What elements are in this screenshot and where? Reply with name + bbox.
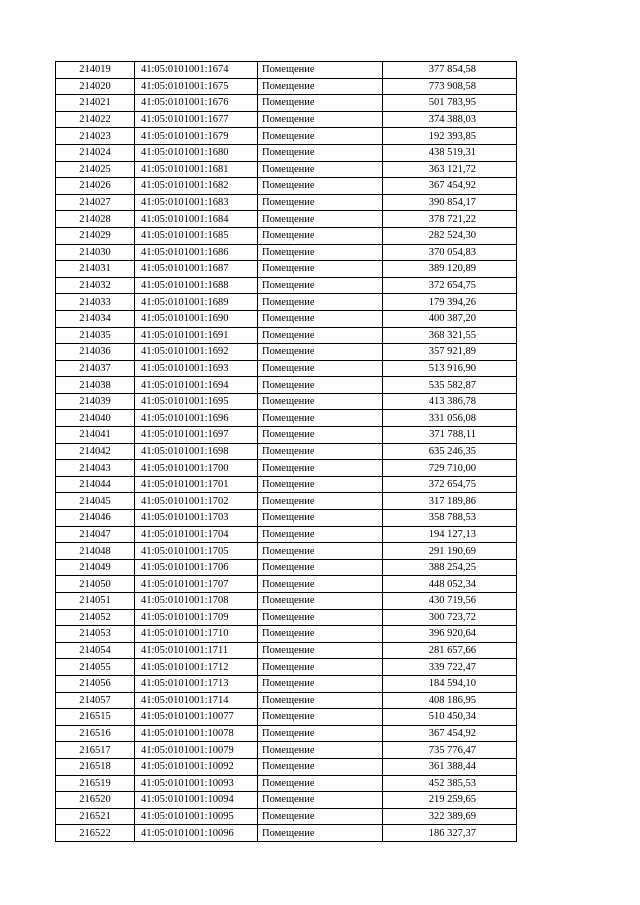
value-cell: 300 723,72: [383, 609, 517, 626]
object-type-cell: Помещение: [258, 725, 383, 742]
object-type-cell: Помещение: [258, 675, 383, 692]
value-cell: 367 454,92: [383, 725, 517, 742]
object-type-cell: Помещение: [258, 427, 383, 444]
cadastral-number-cell: 41:05:0101001:1711: [135, 642, 258, 659]
value-cell: 510 450,34: [383, 709, 517, 726]
table-row: [56, 659, 517, 676]
table-body: [56, 62, 517, 842]
object-type-cell: Помещение: [258, 294, 383, 311]
object-type-cell: Помещение: [258, 161, 383, 178]
row-number-cell: 214050: [56, 576, 135, 593]
object-type-cell: Помещение: [258, 792, 383, 809]
value-cell: 192 393,85: [383, 128, 517, 145]
object-type-cell: Помещение: [258, 543, 383, 560]
row-number-cell: 214054: [56, 642, 135, 659]
object-type-cell: Помещение: [258, 510, 383, 527]
cadastral-number-cell: 41:05:0101001:10077: [135, 709, 258, 726]
value-cell: 390 854,17: [383, 194, 517, 211]
table-row: [56, 526, 517, 543]
object-type-cell: Помещение: [258, 559, 383, 576]
value-cell: 367 454,92: [383, 178, 517, 195]
table-row: [56, 543, 517, 560]
value-cell: 186 327,37: [383, 825, 517, 842]
cadastral-number-cell: 41:05:0101001:10092: [135, 758, 258, 775]
cadastral-number-cell: 41:05:0101001:1681: [135, 161, 258, 178]
object-type-cell: Помещение: [258, 327, 383, 344]
cadastral-number-cell: 41:05:0101001:1694: [135, 377, 258, 394]
row-number-cell: 214030: [56, 244, 135, 261]
value-cell: 281 657,66: [383, 642, 517, 659]
table-row: [56, 410, 517, 427]
table-row: [56, 825, 517, 842]
value-cell: 430 719,56: [383, 593, 517, 610]
table-row: [56, 78, 517, 95]
object-type-cell: Помещение: [258, 277, 383, 294]
table-row: [56, 95, 517, 112]
table-row: [56, 211, 517, 228]
cadastral-number-cell: 41:05:0101001:10095: [135, 808, 258, 825]
row-number-cell: 214043: [56, 460, 135, 477]
row-number-cell: 214032: [56, 277, 135, 294]
row-number-cell: 214041: [56, 427, 135, 444]
table-row: [56, 792, 517, 809]
object-type-cell: Помещение: [258, 642, 383, 659]
value-cell: 291 190,69: [383, 543, 517, 560]
row-number-cell: 216522: [56, 825, 135, 842]
cadastral-table: [55, 61, 517, 842]
row-number-cell: 214037: [56, 360, 135, 377]
table-row: [56, 493, 517, 510]
row-number-cell: 216517: [56, 742, 135, 759]
cadastral-number-cell: 41:05:0101001:10079: [135, 742, 258, 759]
value-cell: 317 189,86: [383, 493, 517, 510]
row-number-cell: 214025: [56, 161, 135, 178]
value-cell: 388 254,25: [383, 559, 517, 576]
row-number-cell: 214042: [56, 443, 135, 460]
value-cell: 377 854,58: [383, 62, 517, 79]
value-cell: 322 389,69: [383, 808, 517, 825]
table-row: [56, 427, 517, 444]
row-number-cell: 214051: [56, 593, 135, 610]
value-cell: 370 054,83: [383, 244, 517, 261]
object-type-cell: Помещение: [258, 476, 383, 493]
cadastral-number-cell: 41:05:0101001:1677: [135, 111, 258, 128]
cadastral-number-cell: 41:05:0101001:1696: [135, 410, 258, 427]
row-number-cell: 216520: [56, 792, 135, 809]
value-cell: 194 127,13: [383, 526, 517, 543]
cadastral-number-cell: 41:05:0101001:1691: [135, 327, 258, 344]
table-row: [56, 344, 517, 361]
document-page: [55, 61, 516, 842]
row-number-cell: 214052: [56, 609, 135, 626]
value-cell: 371 788,11: [383, 427, 517, 444]
object-type-cell: Помещение: [258, 593, 383, 610]
table-row: [56, 675, 517, 692]
object-type-cell: Помещение: [258, 178, 383, 195]
object-type-cell: Помещение: [258, 626, 383, 643]
table-row: [56, 144, 517, 161]
value-cell: 501 783,95: [383, 95, 517, 112]
object-type-cell: Помещение: [258, 443, 383, 460]
row-number-cell: 214031: [56, 261, 135, 278]
table-row: [56, 609, 517, 626]
row-number-cell: 216518: [56, 758, 135, 775]
row-number-cell: 214024: [56, 144, 135, 161]
cadastral-number-cell: 41:05:0101001:1705: [135, 543, 258, 560]
cadastral-number-cell: 41:05:0101001:1702: [135, 493, 258, 510]
table-row: [56, 360, 517, 377]
value-cell: 339 722,47: [383, 659, 517, 676]
cadastral-number-cell: 41:05:0101001:1680: [135, 144, 258, 161]
object-type-cell: Помещение: [258, 360, 383, 377]
cadastral-number-cell: 41:05:0101001:1686: [135, 244, 258, 261]
cadastral-number-cell: 41:05:0101001:1687: [135, 261, 258, 278]
table-row: [56, 294, 517, 311]
cadastral-number-cell: 41:05:0101001:1703: [135, 510, 258, 527]
cadastral-number-cell: 41:05:0101001:1709: [135, 609, 258, 626]
row-number-cell: 214053: [56, 626, 135, 643]
row-number-cell: 216521: [56, 808, 135, 825]
value-cell: 179 394,26: [383, 294, 517, 311]
object-type-cell: Помещение: [258, 244, 383, 261]
row-number-cell: 214028: [56, 211, 135, 228]
row-number-cell: 214035: [56, 327, 135, 344]
table-row: [56, 62, 517, 79]
object-type-cell: Помещение: [258, 460, 383, 477]
row-number-cell: 214049: [56, 559, 135, 576]
cadastral-number-cell: 41:05:0101001:1708: [135, 593, 258, 610]
object-type-cell: Помещение: [258, 194, 383, 211]
value-cell: 413 386,78: [383, 393, 517, 410]
object-type-cell: Помещение: [258, 493, 383, 510]
table-row: [56, 261, 517, 278]
value-cell: 396 920,64: [383, 626, 517, 643]
object-type-cell: Помещение: [258, 261, 383, 278]
cadastral-number-cell: 41:05:0101001:1701: [135, 476, 258, 493]
object-type-cell: Помещение: [258, 742, 383, 759]
cadastral-number-cell: 41:05:0101001:1698: [135, 443, 258, 460]
table-row: [56, 808, 517, 825]
cadastral-number-cell: 41:05:0101001:1688: [135, 277, 258, 294]
cadastral-number-cell: 41:05:0101001:10094: [135, 792, 258, 809]
value-cell: 438 519,31: [383, 144, 517, 161]
value-cell: 389 120,89: [383, 261, 517, 278]
object-type-cell: Помещение: [258, 144, 383, 161]
value-cell: 729 710,00: [383, 460, 517, 477]
row-number-cell: 214048: [56, 543, 135, 560]
table-row: [56, 227, 517, 244]
row-number-cell: 214033: [56, 294, 135, 311]
cadastral-number-cell: 41:05:0101001:1712: [135, 659, 258, 676]
object-type-cell: Помещение: [258, 95, 383, 112]
table-row: [56, 194, 517, 211]
table-row: [56, 593, 517, 610]
cadastral-number-cell: 41:05:0101001:1685: [135, 227, 258, 244]
cadastral-number-cell: 41:05:0101001:1710: [135, 626, 258, 643]
value-cell: 374 388,03: [383, 111, 517, 128]
object-type-cell: Помещение: [258, 78, 383, 95]
cadastral-number-cell: 41:05:0101001:1683: [135, 194, 258, 211]
value-cell: 219 259,65: [383, 792, 517, 809]
cadastral-number-cell: 41:05:0101001:1700: [135, 460, 258, 477]
object-type-cell: Помещение: [258, 111, 383, 128]
value-cell: 372 654,75: [383, 476, 517, 493]
row-number-cell: 216516: [56, 725, 135, 742]
table-row: [56, 742, 517, 759]
row-number-cell: 216519: [56, 775, 135, 792]
value-cell: 513 916,90: [383, 360, 517, 377]
table-row: [56, 161, 517, 178]
cadastral-number-cell: 41:05:0101001:1692: [135, 344, 258, 361]
table-row: [56, 460, 517, 477]
value-cell: 452 385,53: [383, 775, 517, 792]
table-row: [56, 692, 517, 709]
table-row: [56, 642, 517, 659]
cadastral-number-cell: 41:05:0101001:1704: [135, 526, 258, 543]
row-number-cell: 214026: [56, 178, 135, 195]
cadastral-number-cell: 41:05:0101001:1706: [135, 559, 258, 576]
table-row: [56, 626, 517, 643]
value-cell: 282 524,30: [383, 227, 517, 244]
object-type-cell: Помещение: [258, 775, 383, 792]
object-type-cell: Помещение: [258, 393, 383, 410]
row-number-cell: 214027: [56, 194, 135, 211]
table-row: [56, 377, 517, 394]
object-type-cell: Помещение: [258, 310, 383, 327]
value-cell: 361 388,44: [383, 758, 517, 775]
object-type-cell: Помещение: [258, 344, 383, 361]
table-row: [56, 559, 517, 576]
cadastral-number-cell: 41:05:0101001:1689: [135, 294, 258, 311]
value-cell: 400 387,20: [383, 310, 517, 327]
object-type-cell: Помещение: [258, 227, 383, 244]
row-number-cell: 214045: [56, 493, 135, 510]
value-cell: 372 654,75: [383, 277, 517, 294]
row-number-cell: 214040: [56, 410, 135, 427]
object-type-cell: Помещение: [258, 808, 383, 825]
row-number-cell: 214029: [56, 227, 135, 244]
value-cell: 358 788,53: [383, 510, 517, 527]
table-row: [56, 476, 517, 493]
object-type-cell: Помещение: [258, 526, 383, 543]
table-row: [56, 443, 517, 460]
table-row: [56, 775, 517, 792]
value-cell: 448 052,34: [383, 576, 517, 593]
value-cell: 735 776,47: [383, 742, 517, 759]
row-number-cell: 214020: [56, 78, 135, 95]
row-number-cell: 214056: [56, 675, 135, 692]
cadastral-number-cell: 41:05:0101001:10096: [135, 825, 258, 842]
value-cell: 368 321,55: [383, 327, 517, 344]
cadastral-number-cell: 41:05:0101001:10093: [135, 775, 258, 792]
table-row: [56, 111, 517, 128]
table-row: [56, 178, 517, 195]
row-number-cell: 214022: [56, 111, 135, 128]
cadastral-number-cell: 41:05:0101001:1714: [135, 692, 258, 709]
cadastral-number-cell: 41:05:0101001:10078: [135, 725, 258, 742]
table-row: [56, 709, 517, 726]
row-number-cell: 214038: [56, 377, 135, 394]
value-cell: 378 721,22: [383, 211, 517, 228]
table-row: [56, 510, 517, 527]
row-number-cell: 214021: [56, 95, 135, 112]
object-type-cell: Помещение: [258, 62, 383, 79]
value-cell: 408 186,95: [383, 692, 517, 709]
row-number-cell: 214019: [56, 62, 135, 79]
row-number-cell: 214055: [56, 659, 135, 676]
object-type-cell: Помещение: [258, 659, 383, 676]
object-type-cell: Помещение: [258, 128, 383, 145]
table-row: [56, 576, 517, 593]
row-number-cell: 216515: [56, 709, 135, 726]
cadastral-number-cell: 41:05:0101001:1690: [135, 310, 258, 327]
table-row: [56, 327, 517, 344]
row-number-cell: 214023: [56, 128, 135, 145]
row-number-cell: 214057: [56, 692, 135, 709]
value-cell: 535 582,87: [383, 377, 517, 394]
cadastral-number-cell: 41:05:0101001:1713: [135, 675, 258, 692]
cadastral-number-cell: 41:05:0101001:1682: [135, 178, 258, 195]
row-number-cell: 214047: [56, 526, 135, 543]
cadastral-number-cell: 41:05:0101001:1695: [135, 393, 258, 410]
cadastral-number-cell: 41:05:0101001:1707: [135, 576, 258, 593]
table-row: [56, 393, 517, 410]
cadastral-number-cell: 41:05:0101001:1674: [135, 62, 258, 79]
cadastral-number-cell: 41:05:0101001:1693: [135, 360, 258, 377]
cadastral-number-cell: 41:05:0101001:1697: [135, 427, 258, 444]
object-type-cell: Помещение: [258, 758, 383, 775]
value-cell: 635 246,35: [383, 443, 517, 460]
cadastral-number-cell: 41:05:0101001:1675: [135, 78, 258, 95]
table-row: [56, 244, 517, 261]
object-type-cell: Помещение: [258, 410, 383, 427]
value-cell: 363 121,72: [383, 161, 517, 178]
value-cell: 357 921,89: [383, 344, 517, 361]
table-row: [56, 128, 517, 145]
table-row: [56, 725, 517, 742]
row-number-cell: 214039: [56, 393, 135, 410]
cadastral-number-cell: 41:05:0101001:1676: [135, 95, 258, 112]
cadastral-number-cell: 41:05:0101001:1679: [135, 128, 258, 145]
value-cell: 331 056,08: [383, 410, 517, 427]
object-type-cell: Помещение: [258, 576, 383, 593]
object-type-cell: Помещение: [258, 709, 383, 726]
row-number-cell: 214034: [56, 310, 135, 327]
row-number-cell: 214036: [56, 344, 135, 361]
object-type-cell: Помещение: [258, 211, 383, 228]
object-type-cell: Помещение: [258, 609, 383, 626]
table-row: [56, 277, 517, 294]
object-type-cell: Помещение: [258, 825, 383, 842]
value-cell: 773 908,58: [383, 78, 517, 95]
row-number-cell: 214046: [56, 510, 135, 527]
row-number-cell: 214044: [56, 476, 135, 493]
object-type-cell: Помещение: [258, 377, 383, 394]
table-row: [56, 310, 517, 327]
table-row: [56, 758, 517, 775]
cadastral-number-cell: 41:05:0101001:1684: [135, 211, 258, 228]
value-cell: 184 594,10: [383, 675, 517, 692]
object-type-cell: Помещение: [258, 692, 383, 709]
